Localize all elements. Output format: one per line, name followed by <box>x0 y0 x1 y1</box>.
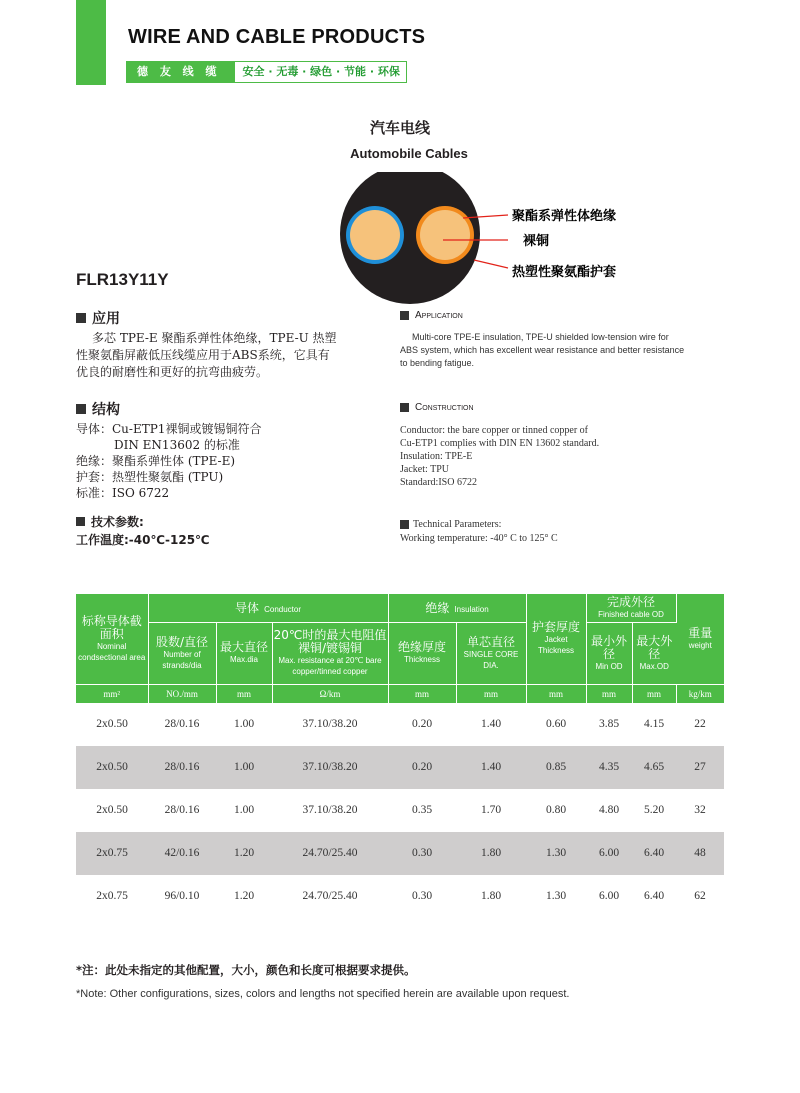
table-cell: 1.30 <box>545 890 567 902</box>
spec-table <box>76 594 724 918</box>
table-cell: 37.10/38.20 <box>302 718 358 730</box>
construction-heading-en: Construction <box>400 402 474 413</box>
table-row <box>76 703 724 746</box>
table-cell: 0.80 <box>545 804 567 816</box>
table-row <box>76 875 724 918</box>
header-jacket: 护套厚度 Jacket Thickness <box>526 594 586 684</box>
header-conductor: 导体 Conductor <box>148 594 388 622</box>
construction-text-cn: 导体：Cu-ETP1裸铜或镀锡铜符合 DIN EN13602 的标准 绝缘：聚酯系弹性体 (TPE-E) 护套：热塑性聚氨酯 (TPU) 标准：ISO 6722 <box>76 422 262 500</box>
header-strands: 股数/直径 Number of strands/dia <box>148 622 216 684</box>
table-cell: 6.40 <box>643 890 665 902</box>
table-cell: 0.20 <box>411 718 433 730</box>
table-cell: 62 <box>694 890 706 902</box>
brand-tag <box>126 61 407 83</box>
header-finished-od: 完成外径 Finished cable OD <box>586 594 676 622</box>
table-cell: 1.00 <box>233 718 255 730</box>
table-cell: 5.20 <box>643 804 665 816</box>
table-cell: 1.80 <box>480 890 502 902</box>
application-heading-cn: 应用 <box>76 308 120 328</box>
spec-table-body <box>76 703 724 918</box>
table-cell: 27 <box>676 746 724 789</box>
bullet-square-icon <box>400 311 409 320</box>
table-cell: 1.20 <box>216 832 272 875</box>
table-cell: 1.30 <box>526 832 586 875</box>
unit-cell: mm <box>526 684 586 703</box>
label-jacket: 热塑性聚氨酯护套 <box>512 265 617 280</box>
table-cell: 4.35 <box>586 746 632 789</box>
page-header-title: WIRE AND CABLE PRODUCTS <box>128 26 426 48</box>
note-cn: *注：此处未指定的其他配置，大小，颜色和长度可根据要求提供。 <box>76 963 416 977</box>
application-text-en: Multi-core TPE-E insulation, TPE-U shielded low-tension wire for ABS system, which has excellent wear resistance and better resistance to bending fatigue. <box>400 332 685 368</box>
table-cell: 2x0.75 <box>96 890 128 902</box>
table-cell: 42/0.16 <box>148 832 216 875</box>
table-cell: 6.00 <box>598 890 620 902</box>
table-cell: 0.35 <box>411 804 433 816</box>
table-cell: 1.20 <box>233 890 255 902</box>
brand-slogan: 安全 · 无毒 · 绿色 · 节能 · 环保 <box>242 65 400 78</box>
unit-cell: mm <box>586 684 632 703</box>
table-cell: 32 <box>694 804 706 816</box>
table-cell: 48 <box>676 832 724 875</box>
table-cell: 0.30 <box>388 832 456 875</box>
table-cell: 3.85 <box>598 718 620 730</box>
table-cell: 0.60 <box>545 718 567 730</box>
bullet-square-icon <box>76 404 86 414</box>
application-text-cn: 多芯 TPE-E 聚酯系弹性体绝缘，TPE-U 热塑 性聚氨酯屏蔽低压线缆应用于ABS系统，它具有 优良的耐磨性和更好的抗弯曲疲劳。 <box>76 331 337 379</box>
table-cell: 4.80 <box>598 804 620 816</box>
table-cell: 6.40 <box>632 832 676 875</box>
bullet-square-icon <box>400 403 409 412</box>
table-cell: 1.80 <box>456 832 526 875</box>
table-cell: 28/0.16 <box>164 718 200 730</box>
header-area: 标称导体截面积 Nominal condsectional area <box>76 594 148 684</box>
copper-core-left <box>350 210 400 260</box>
application-heading-en: Application <box>400 310 463 321</box>
header-thickness: 绝缘厚度 Thickness <box>388 622 456 684</box>
label-insulation: 聚酯系弹性体绝缘 <box>512 209 617 224</box>
unit-cell: mm <box>216 684 272 703</box>
table-cell: 6.00 <box>586 832 632 875</box>
table-row <box>76 832 724 875</box>
table-cell: 0.20 <box>388 746 456 789</box>
table-cell: 2x0.50 <box>96 718 128 730</box>
unit-cell: mm <box>632 684 676 703</box>
table-cell: 0.30 <box>411 890 433 902</box>
header-min-od: 最小外径 Min OD <box>586 622 632 684</box>
unit-cell: mm <box>388 684 456 703</box>
table-cell: 24.70/25.40 <box>302 890 358 902</box>
header-green-bar <box>76 0 106 85</box>
table-cell: 22 <box>694 718 706 730</box>
header-max-dia: 最大直径 Max.dia <box>216 622 272 684</box>
table-cell: 1.00 <box>216 746 272 789</box>
tech-heading-cn: 技术参数: <box>76 513 144 530</box>
header-weight: 重量 weight <box>676 594 724 684</box>
table-cell: 37.10/38.20 <box>302 804 358 816</box>
table-cell: 37.10/38.20 <box>272 746 388 789</box>
product-model: FLR13Y11Y <box>76 270 169 289</box>
header-insulation: 绝缘 Insulation <box>388 594 526 622</box>
unit-cell: Ω/km <box>272 684 388 703</box>
table-cell: 2x0.50 <box>96 804 128 816</box>
table-row <box>76 746 724 789</box>
table-cell: 0.85 <box>526 746 586 789</box>
construction-heading-cn: 结构 <box>76 399 120 419</box>
header-max-od: 最大外径 Max.OD <box>632 622 676 684</box>
leader-line-jacket <box>474 260 508 268</box>
units-row <box>76 684 724 703</box>
tech-temp-en: Working temperature: -40° C to 125° C <box>400 533 558 544</box>
copper-core-right <box>420 210 470 260</box>
tech-temp-cn: 工作温度:-40℃-125℃ <box>76 533 210 547</box>
table-cell: 24.70/25.40 <box>272 832 388 875</box>
brand-name: 德 友 线 缆 <box>127 62 235 82</box>
bullet-square-icon <box>76 313 86 323</box>
bullet-square-icon <box>76 517 85 526</box>
table-cell: 28/0.16 <box>148 746 216 789</box>
tech-heading-en: Technical Parameters: <box>400 518 501 531</box>
bullet-square-icon <box>400 520 409 529</box>
table-cell: 1.00 <box>233 804 255 816</box>
product-name-en: Automobile Cables <box>350 146 468 161</box>
unit-cell: mm² <box>76 684 148 703</box>
unit-cell: kg/km <box>676 684 724 703</box>
table-row <box>76 789 724 832</box>
product-name-cn: 汽车电线 <box>369 119 430 137</box>
unit-cell: mm <box>456 684 526 703</box>
construction-text-en: Conductor: the bare copper or tinned copper of Cu-ETP1 complies with DIN EN 13602 standard. Insulation: TPE-E Jacket: TPU Standard:ISO 6722 <box>400 425 600 488</box>
table-cell: 1.70 <box>480 804 502 816</box>
table-cell: 4.15 <box>643 718 665 730</box>
table-cell: 2x0.75 <box>76 832 148 875</box>
table-cell: 1.40 <box>456 746 526 789</box>
unit-cell: NO./mm <box>148 684 216 703</box>
table-cell: 96/0.10 <box>164 890 200 902</box>
table-cell: 1.40 <box>480 718 502 730</box>
header-resistance: 20℃时的最大电阻值裸铜/镀锡铜 Max. resistance at 20℃ bare copper/tinned copper <box>272 622 388 684</box>
label-copper: 裸铜 <box>523 234 550 249</box>
table-cell: 4.65 <box>632 746 676 789</box>
header-single-core: 单芯直径 SINGLE CORE DIA. <box>456 622 526 684</box>
note-en: *Note: Other configurations, sizes, colors and lengths not specified herein are available upon request. <box>76 988 570 1000</box>
table-cell: 2x0.50 <box>76 746 148 789</box>
table-cell: 28/0.16 <box>164 804 200 816</box>
cable-cross-section-diagram <box>330 172 640 312</box>
